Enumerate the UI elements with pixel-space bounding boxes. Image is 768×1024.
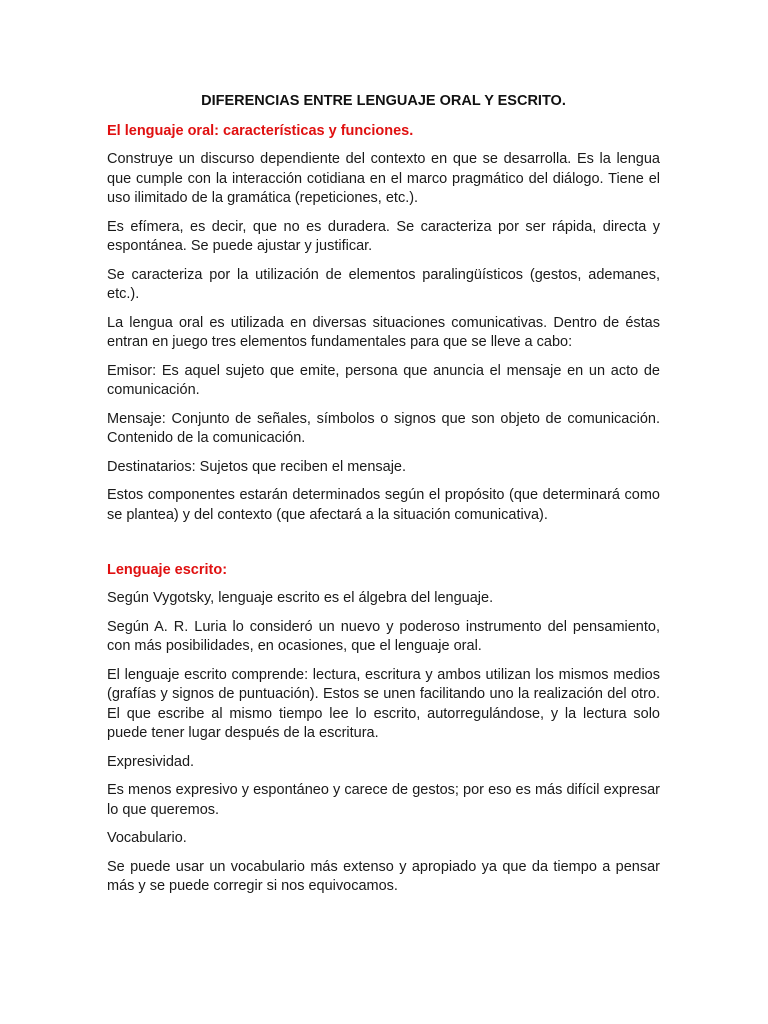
section-spacer (107, 534, 660, 561)
paragraph: Estos componentes estarán determinados según el propósito (que determinará como se plantea) y del contexto (que afectará a la situación comunicativa). (107, 487, 660, 523)
paragraph: Emisor: Es aquel sujeto que emite, persona que anuncia el mensaje en un acto de comunicación. (107, 362, 660, 398)
section-heading-escrito: Lenguaje escrito: (107, 562, 228, 578)
section-heading-oral: El lenguaje oral: características y funciones. (107, 123, 414, 139)
paragraph: Es efímera, es decir, que no es duradera. Se caracteriza por ser rápida, directa y espontánea. Se puede ajustar y justificar. (107, 218, 660, 254)
section-oral (107, 122, 660, 525)
paragraph: El lenguaje escrito comprende: lectura, escritura y ambos utilizan los mismos medios (grafías y signos de puntuación). Estos se unen facilitando uno la realización del otro. El que escribe al mismo tiempo lee lo escrito, autorregulándose, y la lectura solo puede tener lugar después de la escritura. (107, 666, 660, 741)
paragraph: Se puede usar un vocabulario más extenso y apropiado ya que da tiempo a pensar más y se puede corregir si nos equivocamos. (107, 858, 660, 894)
paragraph: Se caracteriza por la utilización de elementos paralingüísticos (gestos, ademanes, etc.). (107, 266, 660, 302)
paragraph: Vocabulario. (107, 830, 187, 846)
document-page (107, 92, 660, 906)
paragraph: Según Vygotsky, lenguaje escrito es el álgebra del lenguaje. (107, 590, 494, 606)
paragraph: La lengua oral es utilizada en diversas situaciones comunicativas. Dentro de éstas entran en juego tres elementos fundamentales para que se lleve a cabo: (107, 314, 660, 350)
paragraph: Destinatarios: Sujetos que reciben el mensaje. (107, 458, 407, 475)
paragraph: Expresividad. (107, 753, 195, 770)
paragraph: Construye un discurso dependiente del contexto en que se desarrolla. Es la lengua que cumple con la interacción cotidiana en el marco pragmático del diálogo. Tiene el uso ilimitado de la gramática (repeticiones, etc.). (107, 151, 660, 206)
paragraph: Mensaje: Conjunto de señales, símbolos o signos que son objeto de comunicación. Contenido de la comunicación. (107, 410, 660, 446)
section-escrito (107, 561, 660, 897)
paragraph: Es menos expresivo y espontáneo y carece de gestos; por eso es más difícil expresar lo que queremos. (107, 782, 660, 818)
paragraph: Según A. R. Luria lo consideró un nuevo y poderoso instrumento del pensamiento, con más posibilidades, en ocasiones, que el lenguaje oral. (107, 618, 660, 654)
document-title: DIFERENCIAS ENTRE LENGUAJE ORAL Y ESCRITO. (201, 93, 566, 109)
